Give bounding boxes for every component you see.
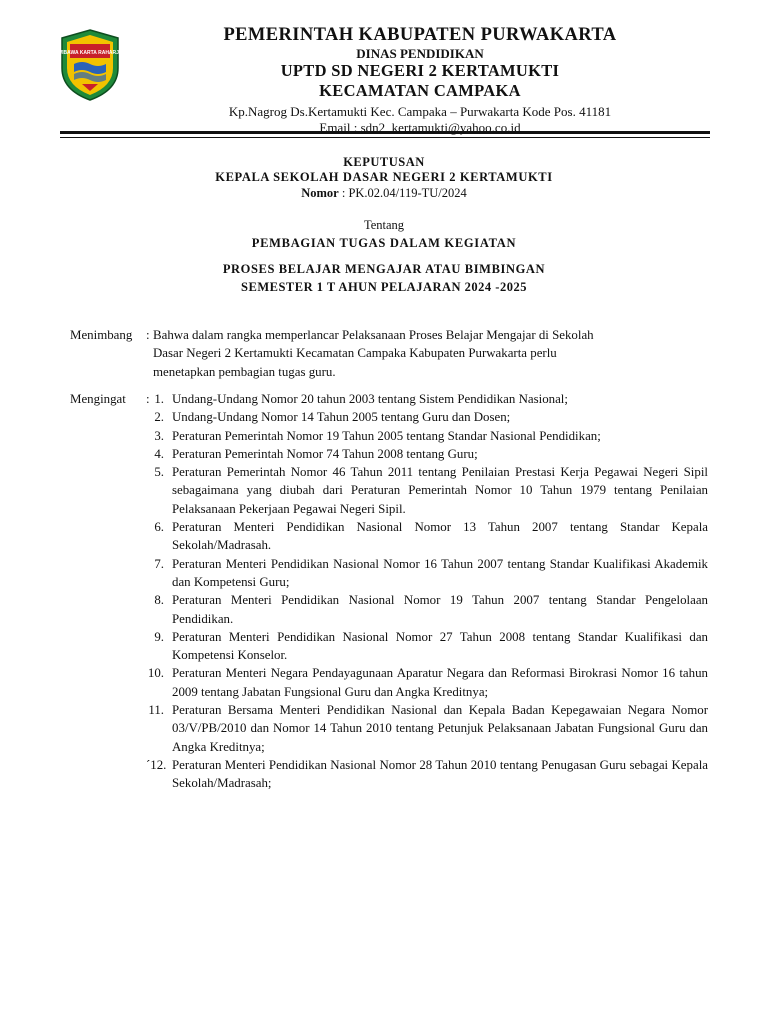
list-item-number: 9.: [154, 629, 164, 644]
list-item: [150, 445, 708, 463]
decree-about: Tentang: [363, 218, 405, 232]
decree-issuer: KEPALA SEKOLAH DASAR NEGERI 2 KERTAMUKTI: [215, 170, 553, 184]
list-item: [150, 427, 708, 445]
menimbang-content: [153, 326, 708, 381]
menimbang-line: Bahwa dalam rangka memperlancar Pelaksanaan Proses Belajar Mengajar di Sekolah: [153, 328, 594, 342]
list-item-text: Peraturan Bersama Menteri Pendidikan Nasional dan Kepala Badan Kepegawaian Negara Nomor 03/V/PB/2010 dan Nomor 14 Tahun 2010 tentang Petunjuk Pelaksanaan Jabatan Fungsional Guru dan Angka Kreditnya;: [172, 703, 708, 754]
list-item: [150, 628, 708, 665]
list-item: [147, 664, 708, 701]
list-item: [146, 756, 708, 793]
list-item-text: Peraturan Menteri Pendidikan Nasional Nomor 27 Tahun 2008 tentang Standar Kualifikasi dan Kompetensi Konselor.: [172, 629, 708, 663]
list-item-number: 10.: [147, 666, 164, 681]
mengingat-label: Mengingat: [70, 392, 126, 406]
menimbang-label: Menimbang: [70, 328, 133, 342]
list-item-number: ´12.: [146, 757, 167, 772]
list-item-text: Undang-Undang Nomor 20 tahun 2003 tentang Sistem Pendidikan Nasional;: [172, 392, 568, 406]
svg-text:WIBAWA KARTA RAHARJA: WIBAWA KARTA RAHARJA: [58, 50, 122, 56]
list-item-text: Peraturan Menteri Pendidikan Nasional Nomor 13 Tahun 2007 tentang Standar Kepala Sekolah/Madrasah.: [172, 520, 708, 553]
list-item: [150, 591, 708, 628]
decree-subject-line-2: PROSES BELAJAR MENGAJAR ATAU BIMBINGAN: [222, 262, 546, 276]
letterhead-address: Kp.Nagrog Ds.Kertamukti Kec. Campaka – Purwakarta Kode Pos. 41181: [228, 104, 612, 119]
menimbang-line: menetapkan pembagian tugas guru.: [153, 364, 336, 379]
letterhead-office: DINAS PENDIDIKAN: [356, 46, 484, 61]
decree-subject-line-1: PEMBAGIAN TUGAS DALAM KEGIATAN: [251, 236, 517, 250]
list-item-number: 1.: [154, 392, 164, 406]
list-item-number: 4.: [154, 446, 164, 461]
list-item: [150, 463, 708, 518]
decree-subject-line-3: SEMESTER 1 T AHUN PELAJARAN 2024 -2025: [241, 280, 527, 294]
letterhead-school: UPTD SD NEGERI 2 KERTAMUKTI: [280, 61, 560, 80]
letterhead-divider-thin: [60, 137, 710, 138]
letterhead: [130, 24, 710, 136]
list-item-number: 3.: [154, 428, 164, 443]
list-item-text: Peraturan Menteri Pendidikan Nasional Nomor 16 Tahun 2007 tentang Standar Kualifikasi Akademik dan Kompetensi Guru;: [172, 556, 708, 589]
list-item-text: Peraturan Pemerintah Nomor 46 Tahun 2011 tentang Penilaian Prestasi Kerja Pegawai Negeri Sipil sebagaimana yang diubah dari Peraturan Pemerintah Nomor 10 Tahun 1979 tentang Penilaian Pelaksanaan Pekerjaan Pegawai Negeri Sipil.: [172, 465, 708, 516]
decree-number-label: Nomor: [301, 186, 339, 200]
list-item: [150, 408, 708, 426]
letterhead-government: PEMERINTAH KABUPATEN PURWAKARTA: [223, 25, 617, 45]
list-item-text: Peraturan Menteri Pendidikan Nasional Nomor 19 Tahun 2007 tentang Standar Pengelolaan Pendidikan.: [172, 593, 708, 626]
list-item: [150, 390, 708, 408]
letterhead-district: KECAMATAN CAMPAKA: [319, 81, 521, 100]
list-item: [150, 555, 708, 592]
decree-heading: KEPUTUSAN: [343, 155, 425, 169]
list-item: [150, 701, 708, 756]
letterhead-email: Email : sdn2_kertamukti@yahoo.co.id: [319, 120, 521, 135]
decree-number: [0, 186, 768, 201]
menimbang-colon: :: [146, 328, 150, 342]
list-item-number: 7.: [154, 556, 164, 571]
decree-number-value: : PK.02.04/119-TU/2024: [341, 186, 467, 200]
regency-logo: [58, 28, 122, 102]
mengingat-colon: :: [146, 392, 150, 406]
list-item-number: 2.: [154, 410, 164, 425]
list-item-number: 8.: [154, 593, 164, 608]
list-item-number: 11.: [148, 703, 164, 718]
list-item-text: Peraturan Menteri Pendidikan Nasional Nomor 28 Tahun 2010 tentang Penugasan Guru sebagai Kepala Sekolah/Madrasah;: [172, 757, 708, 791]
list-item-text: Undang-Undang Nomor 14 Tahun 2005 tentang Guru dan Dosen;: [172, 410, 511, 425]
mengingat-list: [146, 390, 708, 793]
list-item-number: 5.: [154, 465, 164, 480]
letterhead-divider-thick: [60, 131, 710, 134]
list-item: [150, 518, 708, 555]
menimbang-line: Dasar Negeri 2 Kertamukti Kecamatan Campaka Kabupaten Purwakarta perlu: [153, 346, 557, 361]
list-item-text: Peraturan Pemerintah Nomor 19 Tahun 2005 tentang Standar Nasional Pendidikan;: [172, 428, 601, 443]
list-item-number: 6.: [154, 520, 164, 535]
list-item-text: Peraturan Pemerintah Nomor 74 Tahun 2008 tentang Guru;: [172, 446, 478, 461]
list-item-text: Peraturan Menteri Negara Pendayagunaan Aparatur Negara dan Reformasi Birokrasi Nomor 16 tahun 2009 tentang Jabatan Fungsional Guru dan Angka Kreditnya;: [172, 666, 708, 699]
